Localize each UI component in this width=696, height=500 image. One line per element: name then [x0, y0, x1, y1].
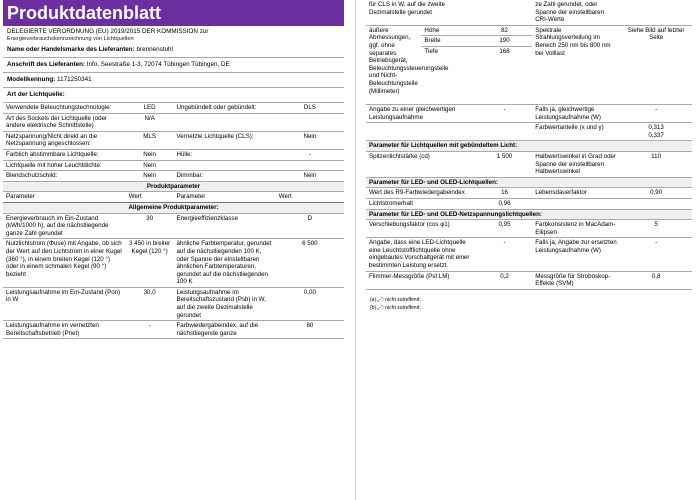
model-value: 1171250341	[57, 76, 92, 83]
supplier-label: Name oder Handelsmarke des Lieferanten:	[7, 46, 135, 53]
cell-value: DLS	[276, 103, 344, 113]
replacement-value: -	[477, 238, 532, 271]
cell-param: Energieverbrauch im Ein-Zustand (kWh/1000 h), auf die nächstliegende ganze Zahl gerundet	[3, 213, 126, 239]
table-row	[3, 113, 344, 131]
table-row	[3, 239, 344, 288]
address-label: Anschrift des Lieferanten:	[7, 61, 86, 68]
type-label: Art der Lichtquelle:	[7, 91, 65, 98]
cell-value: 0,00	[276, 287, 344, 320]
dim-depth-value: 168	[477, 46, 532, 104]
replacement-power-value: -	[620, 238, 692, 271]
section-directional-heading: Parameter für Lichtquellen mit gebündeltem Licht:	[366, 141, 692, 152]
color-consistency-value: 5	[620, 220, 692, 238]
cell-param	[173, 160, 275, 171]
table-row	[366, 188, 692, 199]
lightsource-table	[3, 103, 344, 339]
header-value: Wert	[126, 192, 174, 203]
header-parameter: Parameter	[173, 192, 275, 203]
r9-label: Wert des R9-Farbwiedergabeindex	[366, 188, 477, 199]
cell-value: N/A	[126, 113, 174, 131]
cell-value: Nein	[126, 160, 174, 171]
cell-value: 6 500	[276, 239, 344, 288]
model-row	[3, 73, 344, 88]
section-row	[366, 141, 692, 152]
cell-param: Art des Sockels der Lichtquelle (oder andere elektrische Schnittstelle)	[3, 113, 126, 131]
peak-intensity-label: Spitzenlichtstärke (cd)	[366, 151, 477, 177]
cell-param: Leistungsaufnahme im vernetzten Bereitschaftsbetrieb (Pnet)	[3, 321, 126, 339]
type-row	[3, 88, 344, 103]
color-x-value: 0,313	[648, 124, 664, 132]
peak-intensity-value: 1 500	[477, 151, 532, 177]
displacement-factor-value: 0,95	[477, 220, 532, 238]
continued-table	[366, 0, 692, 290]
color-coords-value	[620, 123, 692, 141]
section-general-heading: Allgemeine Produktparameter:	[3, 202, 344, 213]
cell-value	[276, 160, 344, 171]
lumen-maintenance-label: Lichtstromerhalt	[366, 198, 477, 209]
section-row	[3, 202, 344, 213]
dim-depth-label: Tiefe	[421, 46, 476, 104]
dim-width-value: 190	[477, 36, 532, 47]
cell-param: Verwendete Beleuchtungstechnologie:	[3, 103, 126, 113]
table-row	[366, 0, 692, 25]
address-row	[3, 58, 344, 73]
cell-value: 30,0	[126, 287, 174, 320]
equiv-label: Angabe zu einer gleichwertigen Leistungsaufnahme	[366, 104, 477, 122]
cell-param: Farbwiedergabeindex, auf die nächstliegende ganze	[173, 321, 275, 339]
cell-param: Leistungsaufnahme im Ein-Zustand (Pon) in W	[3, 287, 126, 320]
header-row	[3, 192, 344, 203]
section-led-heading: Parameter für LED- und OLED-Lichtquellen:	[366, 177, 692, 188]
footnote-a: (a) „-“: nicht zutreffend;	[370, 296, 421, 303]
table-row	[366, 220, 692, 238]
color-coords-label: Farbwertanteile (x und y)	[532, 123, 620, 141]
table-row	[366, 25, 692, 36]
r9-value: 16	[477, 188, 532, 199]
table-row	[366, 271, 692, 289]
cell-param: Netzspannung/Nicht direkt an die Netzspannung angeschlossen:	[3, 131, 126, 149]
page-title: Produktdatenblatt	[3, 0, 344, 26]
cell-param: Lichtquelle mit hoher Leuchtdichte:	[3, 160, 126, 171]
lightsource-rows	[3, 103, 344, 339]
section-row	[366, 209, 692, 220]
cell-value: -	[126, 321, 174, 339]
right-column	[366, 0, 692, 312]
cell-value: 3 450 in breiter Kegel (120 °)	[126, 239, 174, 288]
section-row	[3, 181, 344, 192]
cell-value: Nein	[276, 171, 344, 182]
table-row	[366, 151, 692, 177]
cell-param: Dimmbar:	[173, 171, 275, 182]
cell-value: Nein	[126, 149, 174, 160]
replacement-power-label: Falls ja, Angabe zur ersetzten Leistungsaufnahme (W)	[532, 238, 620, 271]
cell-value: MLS	[126, 131, 174, 149]
flicker-value: 0,2	[477, 271, 532, 289]
beam-angle-label: Halbwertswinkel in Grad oder Spanne der einstellbaren Halbwertswinkel	[532, 151, 620, 177]
cell-value: Nein	[126, 171, 174, 182]
table-row	[3, 321, 344, 339]
cell-value: -	[276, 149, 344, 160]
regulation-subtext: Energieverbrauchskennzeichnung von Lichtquellen	[7, 36, 134, 42]
address-value: Info, Seestraße 1-3, 72074 Tübingen Tübingen, DE	[86, 61, 230, 68]
section-mains-heading: Parameter für LED- und OLED-Netzspannungslichtquellen:	[366, 209, 692, 220]
spectral-label: Spektrale Strahlungsverteilung im Bereich 250 nm bis 800 nm bei Volllast	[532, 25, 620, 104]
cell-param: Leistungsaufnahme im Bereitschaftszustand (Psb) in W, auf die zweite Dezimalstelle gerundet	[173, 287, 275, 320]
dim-height-value: 82	[477, 25, 532, 36]
cell-param: Hülle:	[173, 149, 275, 160]
cell-value	[620, 0, 692, 25]
table-row	[3, 213, 344, 239]
dimensions-label: äußere Abmessungen, ggf. ohne separates Betriebsgerät, Beleuchtungssteuerungsteile und Nicht-Beleuchtungsteile (Millimeter)	[366, 25, 421, 104]
cell-param: Energieeffizienzklasse	[173, 213, 275, 239]
color-y-value: 0,337	[648, 131, 664, 139]
section-row	[366, 177, 692, 188]
model-label: Modellkennung:	[7, 76, 56, 83]
survival-factor-label: Lebensdauerfaktor	[532, 188, 620, 199]
cell-param: Nutzlichtstrom (Φuse) mit Angabe, ob sich der Wert auf den Lichtstrom in einer Kugel (360 °), in einem breiten Kegel (120 °) oder in einem schmalen Kegel (90 °) bezieht	[3, 239, 126, 288]
stroboscopic-value: 0,8	[620, 271, 692, 289]
table-row	[366, 198, 692, 209]
section-product-heading: Produktparameter	[3, 181, 344, 192]
cell-value: 30	[126, 213, 174, 239]
cell-param: Vernetzte Lichtquelle (CLS):	[173, 131, 275, 149]
cell-param: Ungebündelt oder gebündelt:	[173, 103, 275, 113]
table-row	[366, 238, 692, 271]
cell-param: ze Zahl gerundet, oder Spanne der einstellbaren CRI-Werte	[532, 0, 620, 25]
table-row	[3, 149, 344, 160]
cell-param: für CLS in W, auf die zweite Dezimalstelle gerundet	[366, 0, 477, 25]
cell-param: Farblich abstimmbare Lichtquelle:	[3, 149, 126, 160]
dim-height-label: Höhe	[421, 25, 476, 36]
displacement-factor-label: Verschiebungsfaktor (cos φ1)	[366, 220, 477, 238]
cell-param: Blendschutzschild:	[3, 171, 126, 182]
cell-value: Nein	[276, 131, 344, 149]
equiv-power-label: Falls ja, gleichwertige Leistungsaufnahme (W)	[532, 104, 620, 122]
header-parameter: Parameter	[3, 192, 126, 203]
cell-value: D	[276, 213, 344, 239]
cell-value: LED	[126, 103, 174, 113]
replacement-label: Angabe, dass eine LED-Lichtquelle eine Leuchtstofflichtquelle ohne eingebautes Vorschaltgerät mit einer bestimmten Leistung ersetzt.	[366, 238, 477, 271]
table-row	[366, 123, 692, 141]
header-value: Wert	[276, 192, 344, 203]
supplier-value: brennenstuhl	[136, 46, 173, 53]
survival-factor-value: 0,90	[620, 188, 692, 199]
left-column	[3, 0, 344, 339]
flicker-label: Flimmer-Messgröße (Pst LM)	[366, 271, 477, 289]
cell-value	[276, 113, 344, 131]
table-row	[3, 171, 344, 182]
beam-angle-value: 110	[620, 151, 692, 177]
cell-param: ähnliche Farbtemperatur, gerundet auf die nächstliegenden 100 K, oder Spanne der einstellbaren ähnlichen Farbtemperaturen, gerundet auf die nächstliegenden 100 K	[173, 239, 275, 288]
table-row	[3, 131, 344, 149]
regulation-text: DELEGIERTE VERORDNUNG (EU) 2019/2015 DER KOMMISSION zur	[7, 28, 209, 35]
supplier-row	[3, 43, 344, 58]
column-divider	[355, 0, 356, 500]
stroboscopic-label: Messgröße für Stroboskop-Effekte (SVM)	[532, 271, 620, 289]
table-row	[3, 287, 344, 320]
spectral-value: Siehe Bild auf letzter Seite	[620, 25, 692, 104]
cell-value: 80	[276, 321, 344, 339]
equiv-power-value: -	[620, 104, 692, 122]
continued-rows	[366, 0, 692, 289]
cell-value	[477, 0, 532, 25]
table-row	[366, 104, 692, 122]
lumen-maintenance-value: 0,96	[477, 198, 532, 209]
color-consistency-label: Farbkonsistenz in MacAdam-Ellipsen	[532, 220, 620, 238]
footnote-b: (b) „-“: nicht zutreffend;	[370, 304, 421, 311]
dim-width-label: Breite	[421, 36, 476, 47]
equiv-value: -	[477, 104, 532, 122]
cell-param	[173, 113, 275, 131]
table-row	[3, 160, 344, 171]
table-row	[3, 103, 344, 113]
